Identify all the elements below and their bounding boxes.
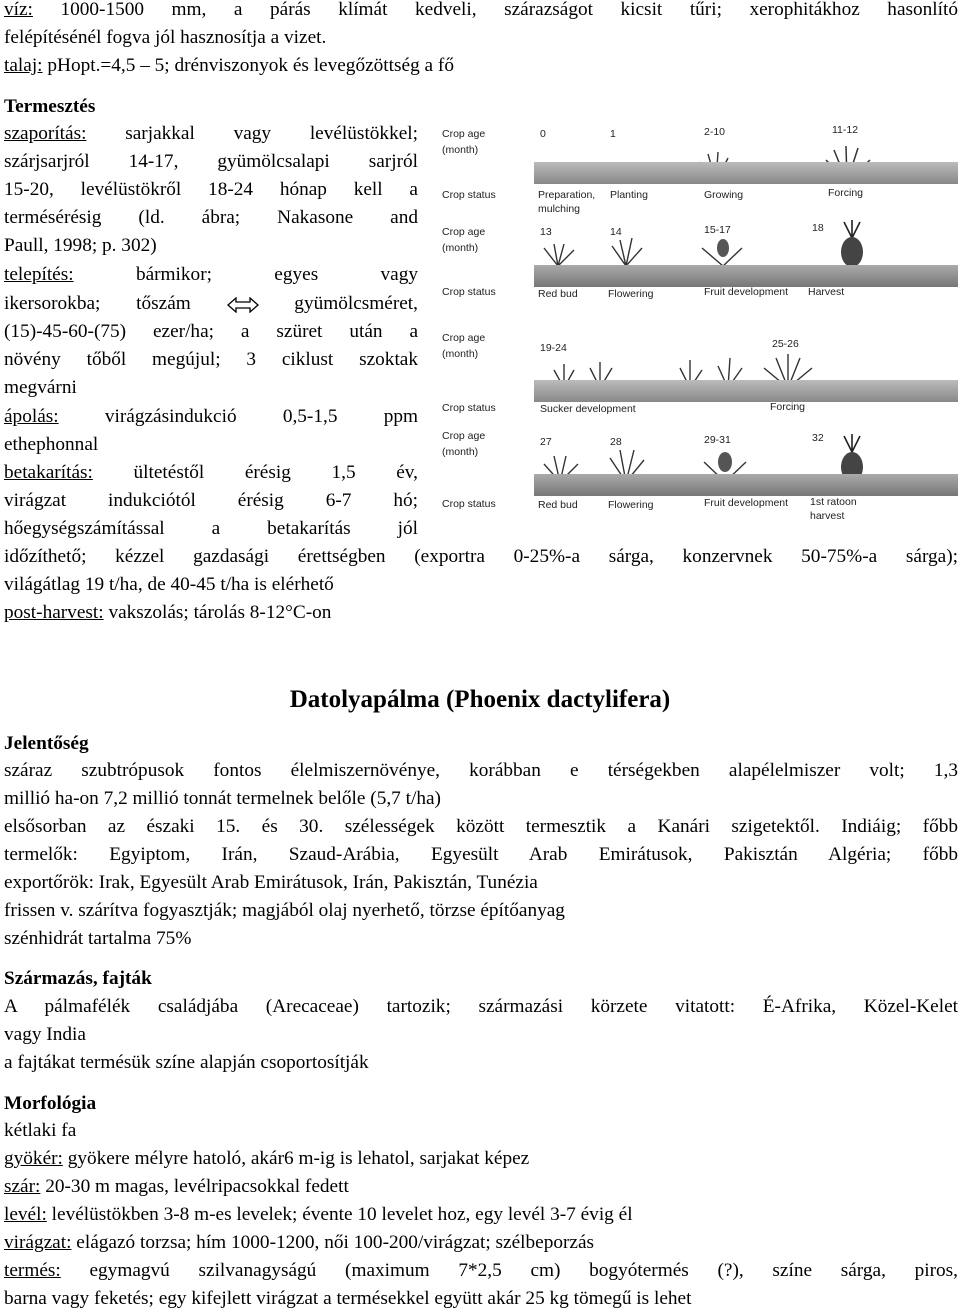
status-label: Harvest <box>808 286 845 298</box>
szarmazas-line-3: a fajtákat termésük színe alapján csoportosítják <box>4 1052 369 1073</box>
betakaritas-line-4: időzíthető; kézzel gazdasági érettségben (exportra 0-25%-a sárga, konzervnek 50-75%-a sárga); <box>4 546 958 567</box>
szaporitas-line-4: termésérésig (ld. ábra; Nakasone and <box>4 207 418 228</box>
status-label: Forcing <box>770 401 806 413</box>
betakaritas-line-3: hőegységszámítással a betakarítás jól <box>4 518 418 539</box>
age-label: 15-17 <box>704 224 731 236</box>
telepites-line-2 <box>4 290 418 318</box>
status-label: Growing <box>704 189 744 201</box>
telepites-line-4: növény tőből megújul; 3 ciklust szoktak <box>4 349 418 370</box>
month-label: (month) <box>442 348 479 360</box>
post-harvest-line <box>4 599 958 627</box>
jelentoseg-line-4: termelők: Egyiptom, Irán, Szaud-Arábia, Egyesült Arab Emirátusok, Pakisztán Algéria; főbb <box>4 844 958 865</box>
viz-line-2: felépítésénél fogva jól hasznosítja a vizet. <box>4 27 327 48</box>
age-label: 1 <box>610 128 616 140</box>
betakaritas-line-1 <box>4 459 418 487</box>
section-title: Datolyapálma (Phoenix dactylifera) <box>289 686 671 713</box>
post-harvest-label: post-harvest: <box>4 602 104 623</box>
termesztes-heading: Termesztés <box>4 96 96 117</box>
timeline-bar <box>534 380 958 402</box>
crop-age-label: Crop age <box>442 226 486 238</box>
age-label: 32 <box>812 432 824 444</box>
status-label: Red bud <box>538 288 578 300</box>
status-label: Red bud <box>538 499 578 511</box>
age-label: 25-26 <box>772 338 799 350</box>
jelentoseg-line-7: szénhidrát tartalma 75% <box>4 928 192 949</box>
level-label: levél: <box>4 1204 47 1225</box>
crop-age-label: Crop age <box>442 332 486 344</box>
age-label: 18 <box>812 222 824 234</box>
status-label: Planting <box>610 189 648 201</box>
pineapple-crop-cycle-figure <box>438 122 958 522</box>
plant-drawing <box>538 242 578 266</box>
jelentoseg-line-2: millió ha-on 7,2 millió tonnát termelnek belőle (5,7 t/ha) <box>4 788 441 809</box>
status-label: 1st ratoon <box>810 496 857 508</box>
szarmazas-heading: Származás, fajták <box>4 968 152 989</box>
morfologia-line-1: kétlaki fa <box>4 1120 77 1141</box>
szarmazas-line-1: A pálmafélék családjába (Arecaceae) tartozik; származási körzete vitatott: É-Afrika, Közel-Kelet <box>4 996 958 1017</box>
status-label: Forcing <box>828 187 864 199</box>
crop-status-label: Crop status <box>442 498 496 510</box>
apolas-line-2: ethephonnal <box>4 434 99 455</box>
szaporitas-line-5: Paull, 1998; p. 302) <box>4 235 157 256</box>
status-label: Fruit development <box>704 497 789 509</box>
age-label: 29-31 <box>704 434 731 446</box>
age-label: 11-12 <box>832 124 859 136</box>
plant-drawing <box>606 238 646 266</box>
crop-status-label: Crop status <box>442 286 496 298</box>
jelentoseg-line-6: frissen v. szárítva fogyasztják; magjából olaj nyerhető, törzse építőanyag <box>4 900 565 921</box>
plant-drawing <box>834 220 870 268</box>
gyoker-line <box>4 1145 958 1173</box>
level-text: levélüstökben 3-8 m-es levelek; évente 10 levelet hoz, egy levél 3-7 évig él <box>51 1204 633 1225</box>
status-label: Flowering <box>608 499 654 511</box>
jelentoseg-line-5: exportőrök: Irak, Egyesült Arab Emirátusok, Irán, Pakisztán, Tunézia <box>4 872 538 893</box>
jelentoseg-line-1: száraz szubtrópusok fontos élelmiszernövénye, korábban e térségekben alapélelmiszer volt; 1,3 <box>4 760 958 781</box>
szaporitas-line-3: 15-20, levélüstökről 18-24 hónap kell a <box>4 179 418 200</box>
jelentoseg-line-3: elsősorban az északi 15. és 30. szélességek között termesztik a Kanári szigetektől. Indiáig; főbb <box>4 816 958 837</box>
timeline-bar <box>534 265 958 287</box>
viz-line <box>4 0 958 24</box>
month-label: (month) <box>442 242 479 254</box>
timeline-bar <box>534 162 958 184</box>
crop-age-label: Crop age <box>442 430 486 442</box>
termes-text-1: egymagvú szilvanagyságú (maximum 7*2,5 cm) bogyótermés (?), színe sárga, piros, <box>89 1260 958 1281</box>
month-label: (month) <box>442 144 479 156</box>
viz-label: víz: <box>4 0 33 20</box>
status-label: mulching <box>538 203 581 215</box>
post-harvest-text: vakszolás; tárolás 8-12°C-on <box>108 602 332 623</box>
apolas-text-1: virágzásindukció 0,5-1,5 ppm <box>104 406 418 427</box>
plant-drawing <box>698 234 748 266</box>
timeline-bar <box>534 474 958 496</box>
telepites-line-1 <box>4 261 418 289</box>
szaporitas-label: szaporítás: <box>4 123 87 144</box>
crop-status-label: Crop status <box>442 189 496 201</box>
telepites-label: telepítés: <box>4 264 74 285</box>
status-label: Sucker development <box>540 403 636 415</box>
szar-label: szár: <box>4 1176 41 1197</box>
apolas-line-1 <box>4 403 418 431</box>
crop-age-label: Crop age <box>442 128 486 140</box>
termes-label: termés: <box>4 1260 61 1281</box>
talaj-label: talaj: <box>4 55 43 76</box>
age-label: 13 <box>540 226 552 238</box>
viragzat-line <box>4 1229 958 1257</box>
telepites-text-1: bármikor; egyes vagy <box>135 264 418 285</box>
szarmazas-line-2: vagy India <box>4 1024 86 1045</box>
szar-text: 20-30 m magas, levélripacsokkal fedett <box>45 1176 349 1197</box>
status-label: Fruit development <box>704 286 789 298</box>
telepites-line-3: (15)-45-60-(75) ezer/ha; a szüret után a <box>4 321 418 342</box>
apolas-label: ápolás: <box>4 406 59 427</box>
betakaritas-text-1: ültetéstől érésig 1,5 év, <box>133 462 418 483</box>
status-label: Flowering <box>608 288 654 300</box>
talaj-line <box>4 52 958 80</box>
jelentoseg-heading: Jelentőség <box>4 733 89 754</box>
crop-status-label: Crop status <box>442 402 496 414</box>
level-line <box>4 1201 958 1229</box>
status-label: Preparation, <box>538 189 596 201</box>
talaj-text: pHopt.=4,5 – 5; drénviszonyok és levegőzöttség a fő <box>47 55 454 76</box>
telepites-text-2b: gyümölcsméret, <box>294 293 418 314</box>
viz-text: 1000-1500 mm, a párás klímát kedveli, szárazságot kicsit tűri; xerophitákhoz hasonlító <box>60 0 959 20</box>
viragzat-label: virágzat: <box>4 1232 72 1253</box>
szaporitas-text-1: sarjakkal vagy levélüstökkel; <box>125 123 418 144</box>
age-label: 0 <box>540 128 546 140</box>
szaporitas-line-2: szárjsarjról 14-17, gyümölcsalapi sarjról <box>4 151 418 172</box>
double-arrow-icon <box>227 297 259 313</box>
month-label: (month) <box>442 446 479 458</box>
termes-line-1 <box>4 1257 958 1285</box>
betakaritas-line-2: virágzat indukciótól érésig 6-7 hó; <box>4 490 418 511</box>
age-label: 19-24 <box>540 342 567 354</box>
szaporitas-line-1 <box>4 120 418 148</box>
termes-line-2: barna vagy feketés; egy kifejlett virágzat a termésekkel együtt akár 25 kg tömegű is lehet <box>4 1288 692 1309</box>
age-label: 27 <box>540 436 552 448</box>
morfologia-heading: Morfológia <box>4 1093 97 1114</box>
telepites-line-5: megvárni <box>4 377 77 398</box>
age-label: 2-10 <box>704 126 726 138</box>
gyoker-text: gyökere mélyre hatoló, akár6 m-ig is lehatol, sarjakat képez <box>67 1148 530 1169</box>
szar-line <box>4 1173 958 1201</box>
gyoker-label: gyökér: <box>4 1148 63 1169</box>
betakaritas-label: betakarítás: <box>4 462 93 483</box>
age-label: 14 <box>610 226 622 238</box>
status-label: harvest <box>810 510 845 522</box>
betakaritas-line-5: világátlag 19 t/ha, de 40-45 t/ha is elérhető <box>4 574 334 595</box>
age-label: 28 <box>610 436 622 448</box>
telepites-text-2a: ikersorokba; tőszám <box>4 293 191 314</box>
viragzat-text: elágazó torzsa; hím 1000-1200, női 100-200/virágzat; szélbeporzás <box>76 1232 595 1253</box>
